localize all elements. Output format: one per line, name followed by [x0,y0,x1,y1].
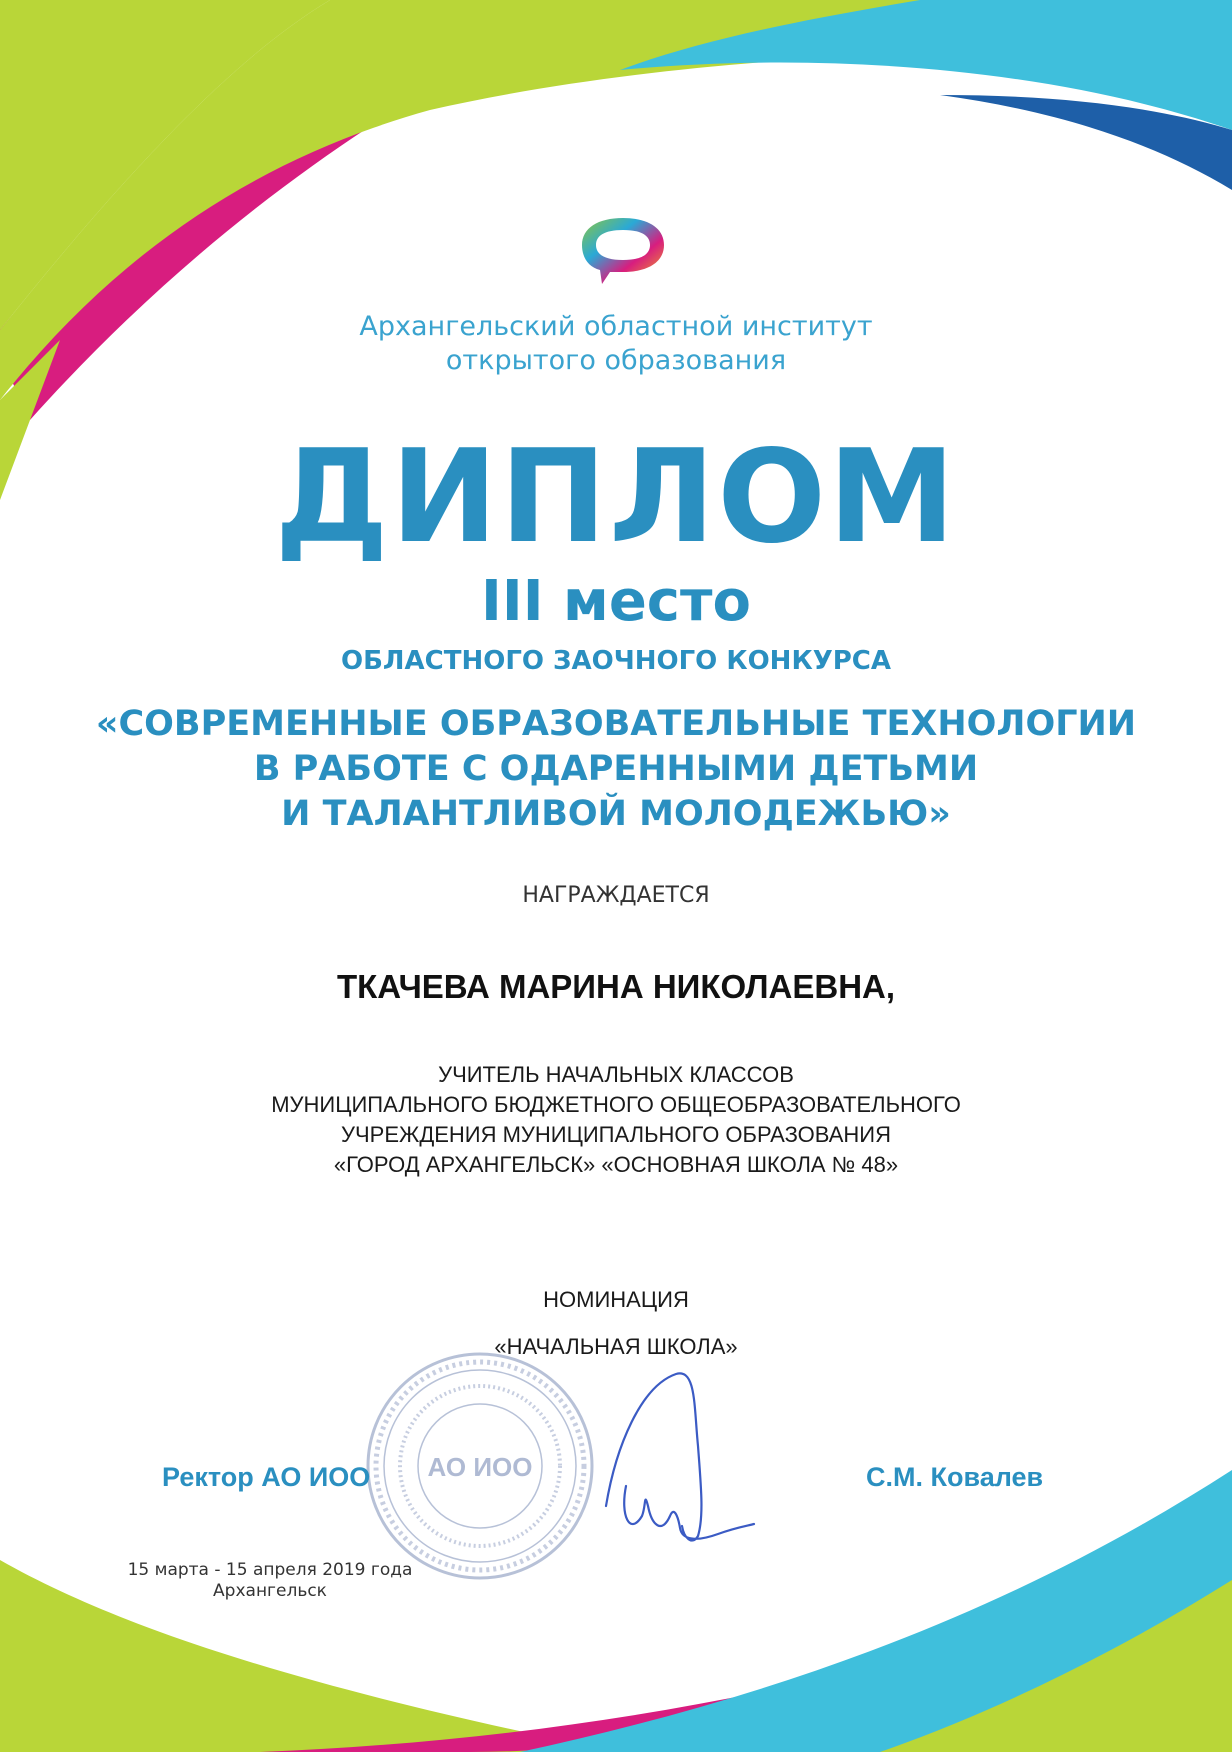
nomination-label: НОМИНАЦИЯ [543,1287,689,1312]
document-title: ДИПЛОМ [274,423,958,572]
round-stamp-icon [360,1346,600,1586]
signature-icon [586,1366,756,1556]
recipient-position-line-2: МУНИЦИПАЛЬНОГО БЮДЖЕТНОГО ОБЩЕОБРАЗОВАТЕЛЬНОГО [271,1092,961,1117]
contest-name [0,702,1232,837]
recipient-position-line-4: «ГОРОД АРХАНГЕЛЬСК» «ОСНОВНАЯ ШКОЛА № 48» [333,1152,899,1177]
contest-name-line-2: В РАБОТЕ С ОДАРЕННЫМИ ДЕТЬМИ [253,749,979,789]
recipient-position [0,1060,1232,1180]
award-place: III место [481,569,751,634]
signer-name: С.М. Ковалев [866,1462,1044,1492]
issue-date-place [100,1560,440,1602]
stamp-center-text: АО ИОО [427,1452,533,1482]
contest-type: ОБЛАСТНОГО ЗАОЧНОГО КОНКУРСА [341,646,891,676]
rector-label: Ректор АО ИОО [162,1462,371,1492]
contest-name-line-3: И ТАЛАНТЛИВОЙ МОЛОДЕЖЬЮ» [281,794,951,834]
recipient-position-line-1: УЧИТЕЛЬ НАЧАЛЬНЫХ КЛАССОВ [438,1062,794,1087]
issue-city: Архангельск [213,1581,327,1601]
speech-bubble-logo-icon [576,212,670,288]
recipient-name: ТКАЧЕВА МАРИНА НИКОЛАЕВНА, [336,968,896,1005]
contest-name-line-1: «СОВРЕМЕННЫЕ ОБРАЗОВАТЕЛЬНЫЕ ТЕХНОЛОГИИ [95,704,1137,744]
organization-name [0,310,1232,378]
issue-date: 15 марта - 15 апреля 2019 года [127,1560,413,1580]
awarded-label: НАГРАЖДАЕТСЯ [522,883,710,908]
recipient-position-line-3: УЧРЕЖДЕНИЯ МУНИЦИПАЛЬНОГО ОБРАЗОВАНИЯ [341,1122,891,1147]
organization-line-1: Архангельский областной институт [359,311,873,342]
nomination-value: «НАЧАЛЬНАЯ ШКОЛА» [494,1334,738,1359]
organization-line-2: открытого образования [445,345,787,376]
